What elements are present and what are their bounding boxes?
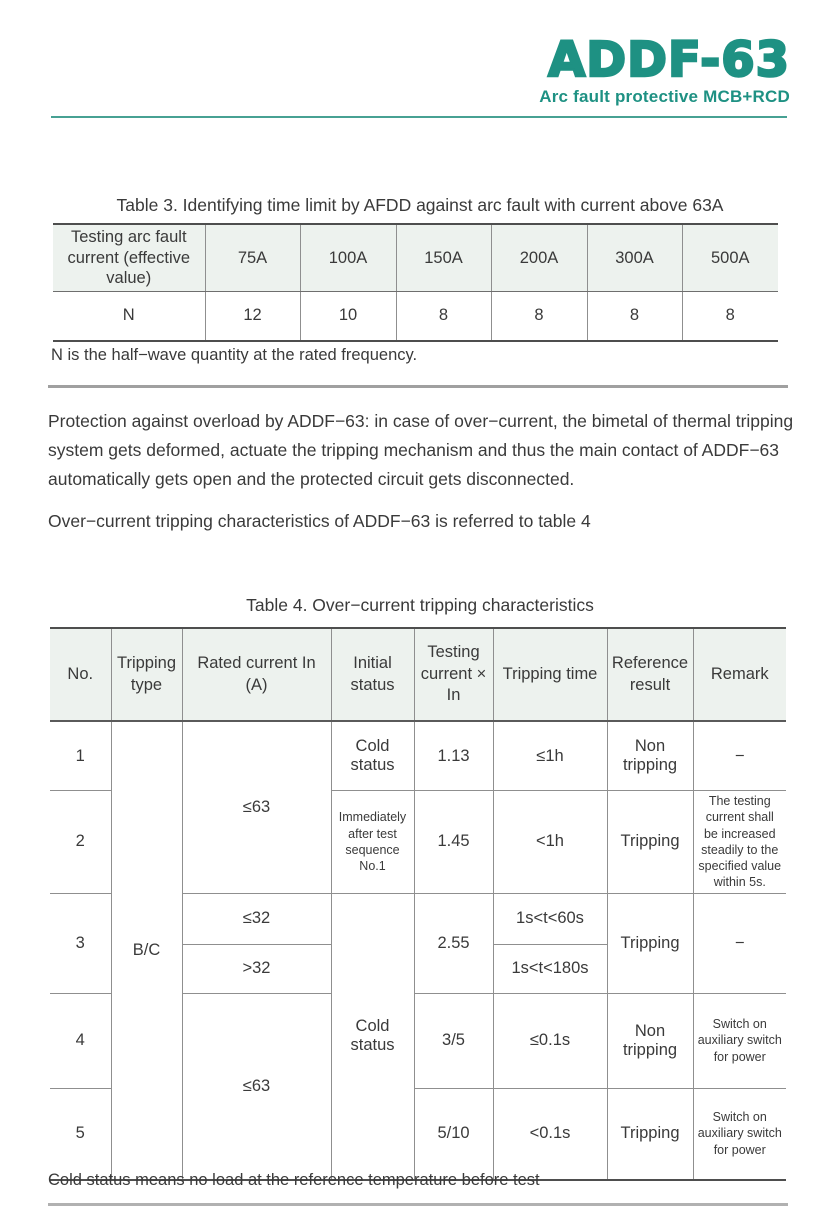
table3-header-cell: Testing arc fault current (effective value): [53, 224, 205, 291]
table4-cell-remark: −: [693, 721, 786, 791]
table4-header-cell: Tripping time: [493, 628, 607, 721]
table4-reference-sentence: Over−current tripping characteristics of ADDF−63 is referred to table 4: [48, 511, 591, 531]
page-bottom-rule: [48, 1203, 788, 1206]
table4-cell-tripping-time: 1s<t<180s: [493, 944, 607, 993]
table4-footnote: Cold status means no load at the reference temperature before test: [48, 1171, 540, 1189]
table4-cell-tripping-type: B/C: [111, 721, 182, 1180]
table4-header-row: [50, 628, 786, 721]
table4-cell-remark: The testing current shall be increased steadily to the specified value within 5s.: [693, 791, 786, 894]
table3-cell: 8: [491, 291, 587, 341]
table4-cell-testing-current: 1.45: [414, 791, 493, 894]
table4-cell-initial-status: Cold status: [331, 893, 414, 1180]
section-divider-rule: [48, 385, 788, 388]
table4-cell-reference-result: Non tripping: [607, 721, 693, 791]
table4-cell-no: 5: [50, 1088, 111, 1180]
table4-cell-no: 2: [50, 791, 111, 894]
table3-cell: 12: [205, 291, 300, 341]
table4-cell-reference-result: Tripping: [607, 893, 693, 993]
table4-cell-rated-current: ≤63: [182, 993, 331, 1180]
table4-cell-rated-current: >32: [182, 944, 331, 993]
table3-body-row: [53, 291, 778, 341]
table4-header-cell: Remark: [693, 628, 786, 721]
table4-cell-initial-status: Cold status: [331, 721, 414, 791]
table4-header-cell: Tripping type: [111, 628, 182, 721]
table4-header-cell: Testing current × In: [414, 628, 493, 721]
table4-cell-remark: Switch on auxiliary switch for power: [693, 1088, 786, 1180]
table3-cell: 8: [682, 291, 778, 341]
table4-cell-rated-current: ≤63: [182, 721, 331, 893]
table4-cell-no: 1: [50, 721, 111, 791]
table3-footnote: N is the half−wave quantity at the rated frequency.: [51, 346, 418, 364]
table4-title: Table 4. Over−current tripping characteristics: [246, 595, 594, 615]
brand-subtitle: Arc fault protective MCB+RCD: [539, 87, 790, 106]
table4-cell-testing-current: 2.55: [414, 893, 493, 993]
table3-header-cell: 300A: [587, 224, 682, 291]
table3-header-cell: 500A: [682, 224, 778, 291]
table3-cell: 8: [396, 291, 491, 341]
table3-cell: N: [53, 291, 205, 341]
table3-cell: 10: [300, 291, 396, 341]
overload-protection-paragraph: Protection against overload by ADDF−63: in case of over−current, the bimetal of thermal tripping system gets deformed, actuate the tripping mechanism and thus the main contact of ADDF−63 automatically gets open and the protected circuit gets disconnected.: [48, 411, 794, 489]
table4-header-cell: No.: [50, 628, 111, 721]
brand-logo-text: ADDF-63: [548, 32, 790, 88]
table4-header-cell: Rated current In (A): [182, 628, 331, 721]
table4: [50, 627, 786, 1181]
table4-header-cell: Initial status: [331, 628, 414, 721]
table4-header-cell: Reference result: [607, 628, 693, 721]
table4-cell-reference-result: Non tripping: [607, 993, 693, 1088]
table3-header-row: [53, 224, 778, 291]
table-row: [50, 721, 786, 791]
table3-header-cell: 200A: [491, 224, 587, 291]
table3-header-cell: 100A: [300, 224, 396, 291]
table3-title: Table 3. Identifying time limit by AFDD against arc fault with current above 63A: [116, 195, 724, 215]
header-divider-rule: [51, 116, 787, 118]
table4-cell-tripping-time: ≤0.1s: [493, 993, 607, 1088]
table4-cell-tripping-time: 1s<t<60s: [493, 893, 607, 944]
table4-cell-testing-current: 1.13: [414, 721, 493, 791]
table4-cell-no: 4: [50, 993, 111, 1088]
table4-cell-testing-current: 5/10: [414, 1088, 493, 1180]
table3: [53, 223, 778, 342]
table4-cell-rated-current: ≤32: [182, 893, 331, 944]
table4-cell-tripping-time: ≤1h: [493, 721, 607, 791]
table4-cell-remark: −: [693, 893, 786, 993]
table4-cell-tripping-time: <1h: [493, 791, 607, 894]
table3-cell: 8: [587, 291, 682, 341]
brand-block: [539, 32, 790, 107]
table4-cell-initial-status: Immediately after test sequence No.1: [331, 791, 414, 894]
table4-cell-no: 3: [50, 893, 111, 993]
table4-cell-tripping-time: <0.1s: [493, 1088, 607, 1180]
table3-header-cell: 75A: [205, 224, 300, 291]
table4-cell-reference-result: Tripping: [607, 791, 693, 894]
table4-cell-remark: Switch on auxiliary switch for power: [693, 993, 786, 1088]
table3-header-cell: 150A: [396, 224, 491, 291]
table4-cell-testing-current: 3/5: [414, 993, 493, 1088]
table4-cell-reference-result: Tripping: [607, 1088, 693, 1180]
